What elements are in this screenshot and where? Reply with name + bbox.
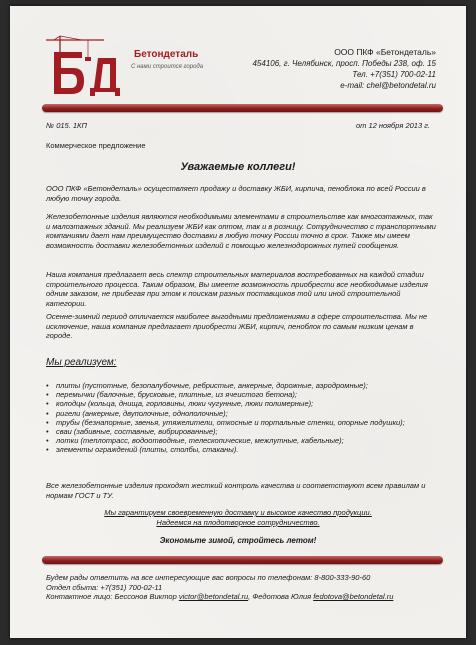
company-email: e-mail: chel@betondetal.ru (340, 81, 436, 90)
document-subject: Коммерческое предложение (46, 141, 146, 150)
contact-person-second: , Федотова Юлия (248, 592, 314, 601)
paragraph-intro: ООО ПКФ «Бетондеталь» осуществляет продажу и доставку ЖБИ, кирпича, пеноблока по всей России в любую точку города. (46, 184, 426, 203)
document-date: от 12 ноября 2013 г. (355, 121, 430, 130)
footer-contacts (46, 573, 446, 602)
paragraph-season: Осенне-зимний период отличается наиболее выгодными предложениями в сфере строительства. Мы не исключение, наша компания предлагает приобрести ЖБИ, кирпич, пеноблок по самым низким ценам в городе. (46, 312, 428, 340)
paragraph-quality: Все железобетонные изделия проходят жесткий контроль качества и соответствуют всем правилам и нормам ГОСТ и ТУ. (46, 481, 426, 500)
footer-phone-line: Будем рады ответить на все интересующие вас вопросы по телефонам: 8-800-333-90-60 (46, 573, 371, 582)
contact-person-label: Контактное лицо: Бессонов Виктор (46, 592, 179, 601)
guarantee-line: Мы гарантируем своевременную доставку и высокое качество продукции. (104, 508, 372, 517)
list-item: • лотки (теплотрасс, водоотводные, телескопические, межлутные, кабельные); (46, 436, 436, 445)
product-list (46, 381, 436, 455)
document-number: № 015. 1КП (46, 121, 87, 130)
footer-divider-bar (42, 556, 443, 564)
section-title-products: Мы реализуем: (46, 357, 117, 368)
greeting-heading: Уважаемые коллеги! (180, 161, 296, 173)
letter-page (10, 6, 466, 638)
list-item: • трубы (безнапорные, звенья, утяжелители, откосные и портальные стенки, опорные подушки); (46, 418, 436, 427)
email-link-victor[interactable]: victor@betondetal.ru (178, 592, 249, 601)
list-item: • ригели (анкерные, двуполочные, однополочные); (46, 409, 436, 418)
company-logo (44, 34, 126, 96)
email-link-fedotova[interactable]: fedotova@betondetal.ru (313, 592, 394, 601)
company-contact-block (252, 47, 436, 91)
list-item: • сваи (забивные, составные, вибрированные); (46, 427, 436, 436)
guarantee-block (10, 508, 466, 527)
header-divider-bar (42, 104, 443, 112)
footer-sales-line: Отдел сбыта: +7(351) 700-02-11 (46, 582, 163, 592)
paragraph-range: Наша компания предлагает весь спектр строительных материалов востребованных на каждой стадии строительного процесса. Таким образом, Вы имеете возможность приобрести все необходимые изделия одним заказом, не прибегая при этом к поискам разных поставщиков той или иной строительной категории. (46, 270, 428, 308)
closing-slogan: Экономьте зимой, стройтесь летом! (159, 536, 317, 545)
company-phone: Тел. +7(351) 700-02-11 (352, 70, 436, 79)
company-name: ООО ПКФ «Бетондеталь» (334, 47, 436, 57)
list-item: • плиты (пустотные, безопалубочные, ребристые, анкерные, дорожные, аэродромные); (46, 381, 436, 390)
paragraph-products: Железобетонные изделия являются необходимыми элементами в строительстве как многоэтажных, так и малоэтажных зданий. Мы реализуем ЖБИ как оптом, так и в розницу. Сотрудничество с транспортными компаниями дает нам преимущество доставки в любую точку России точно в срок. Также мы имеем возможность доставки железобетонных изделий с помощью железнодорожных путей сообщения. (46, 212, 436, 250)
company-address: 454106, г. Челябинск, просп. Победы 238, оф. 15 (252, 59, 436, 68)
list-item: • перемычки (балочные, брусковые, плитные, из ячеистого бетона); (46, 390, 436, 399)
list-item: • колодцы (кольца, днища, горловины, люки чугунные, люки полимерные); (46, 399, 436, 408)
cooperation-line: Надеемся на плодотворное сотрудничество. (156, 517, 320, 527)
brand-name: Бетондеталь (134, 49, 199, 60)
footer-contact-line (46, 592, 446, 602)
brand-tagline: С нами строится города (131, 64, 204, 70)
list-item: • элементы ограждений (плиты, столбы, стаканы). (46, 445, 436, 454)
